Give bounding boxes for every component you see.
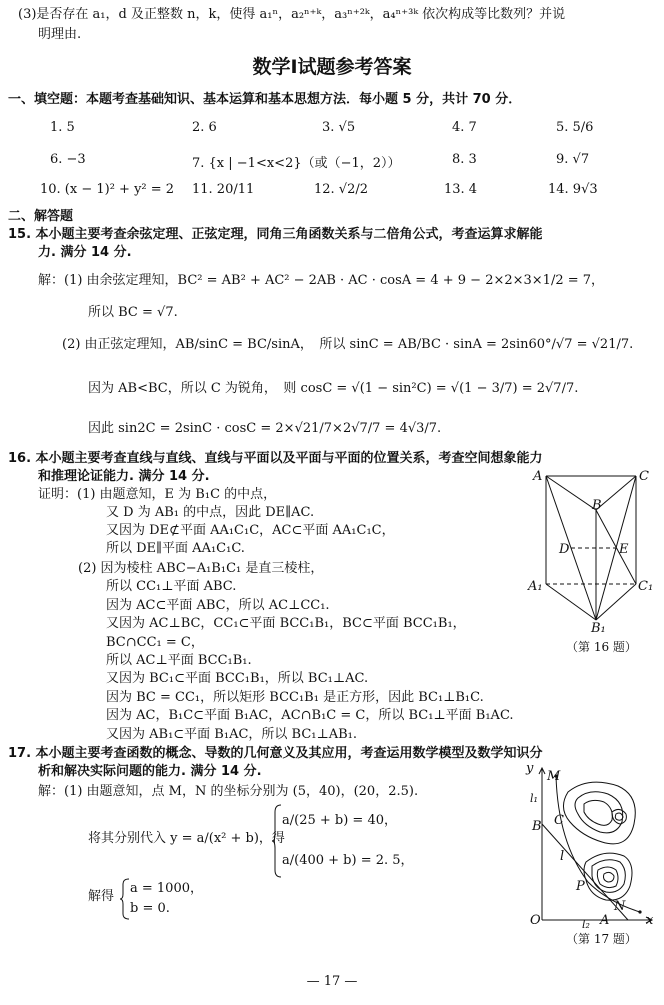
q15-line-5: 因此 sin2C = 2sinC · cosC = 2×√21/7×2√7/7 = 4√3/7. <box>88 421 442 436</box>
fill-in-header: 一、填空题：本题考查基础知识、基本运算和基本思想方法．每小题 5 分，共计 70 分． <box>8 92 522 107</box>
page-number: — 17 — <box>306 974 358 989</box>
q17-eq-2: a/(400 + b) = 2. 5， <box>282 853 414 868</box>
q16-line-11: 又因为 BC₁⊂平面 BCC₁B₁，所以 BC₁⊥AC. <box>106 671 369 686</box>
answer-11: 11. 20/11 <box>192 182 255 197</box>
answer-6: 6. −3 <box>50 152 86 167</box>
q16-line-3: 又因为 DE⊄平面 AA₁C₁C，AC⊂平面 AA₁C₁C， <box>106 523 395 538</box>
prism-label-C1: C₁ <box>638 579 654 594</box>
q17-head-2: 析和解决实际问题的能力. 满分 14 分. <box>38 764 262 779</box>
answer-7: 7. {x | −1<x<2}（或（−1，2）） <box>192 156 401 171</box>
q16-line-9: BC∩CC₁ = C， <box>106 635 204 650</box>
prism-label-E: E <box>619 542 629 557</box>
q16-line-4: 所以 DE∥平面 AA₁C₁C. <box>106 541 245 556</box>
q17-line-2: 将其分别代入 y = a/(x² + b)，得 <box>88 831 285 846</box>
q17-head-1: 17. 本小题主要考查函数的概念、导数的几何意义及其应用，考查运用数学模型及数学知识分 <box>8 746 543 761</box>
q15-head-1: 15. 本小题主要考查余弦定理、正弦定理，同角三角函数关系与二倍角公式，考查运算求解能 <box>8 227 543 242</box>
q17-eq-1: a/(25 + b) = 40， <box>282 813 397 828</box>
contour-figure <box>528 762 658 932</box>
fig17-label-B: B <box>532 819 542 834</box>
answer-10: 10. (x − 1)² + y² = 2 <box>40 182 175 197</box>
prism-label-B1: B₁ <box>591 621 606 636</box>
q17-result-b: b = 0. <box>130 901 170 916</box>
fig17-label-C: C <box>554 813 564 828</box>
fig17-label-l1: l₁ <box>530 792 538 805</box>
fig17-label-M: M <box>547 769 561 784</box>
intro-q3-line2: 明理由. <box>38 27 82 42</box>
answer-13: 13. 4 <box>444 182 478 197</box>
q16-line-8: 又因为 AC⊥BC，CC₁⊂平面 BCC₁B₁，BC⊂平面 BCC₁B₁， <box>106 616 466 631</box>
prism-label-A: A <box>533 469 543 484</box>
q15-head-2: 力. 满分 14 分. <box>38 245 132 260</box>
answer-4: 4. 7 <box>452 120 477 135</box>
fig17-label-A: A <box>600 913 610 928</box>
q16-line-12: 因为 BC = CC₁，所以矩形 BCC₁B₁ 是正方形，因此 BC₁⊥B₁C. <box>106 690 484 705</box>
q16-line-2: 又 D 为 AB₁ 的中点，因此 DE∥AC. <box>106 505 315 520</box>
answer-8: 8. 3 <box>452 152 477 167</box>
solve-header: 二、解答题 <box>8 209 74 224</box>
intro-q3-line1: (3)是否存在 a₁，d 及正整数 n，k，使得 a₁ⁿ，a₂ⁿ⁺ᵏ，a₃ⁿ⁺²ᵏ，a₄ⁿ⁺³ᵏ 依次构成等比数列？并说 <box>18 7 566 22</box>
answer-5: 5. 5/6 <box>556 120 594 135</box>
q17-line-1: 解：(1) 由题意知，点 M，N 的坐标分别为 (5，40)，(20，2.5). <box>38 784 419 799</box>
answer-1: 1. 5 <box>50 120 75 135</box>
q16-line-1: 证明：(1) 由题意知，E 为 B₁C 的中点， <box>38 487 277 502</box>
figure-16-caption: （第 16 题） <box>566 640 637 654</box>
prism-label-C: C <box>639 469 649 484</box>
q16-head-1: 16. 本小题主要考查直线与直线、直线与平面以及平面与平面的位置关系，考查空间想象能力 <box>8 451 543 466</box>
q16-line-7: 因为 AC⊂平面 ABC，所以 AC⊥CC₁. <box>106 598 330 613</box>
fig17-label-P: P <box>576 879 585 894</box>
fig17-label-l: l <box>560 849 565 864</box>
system-brace-1 <box>272 804 282 878</box>
q16-line-10: 所以 AC⊥平面 BCC₁B₁. <box>106 653 252 668</box>
q15-line-3: (2) 由正弦定理知，AB/sinC = BC/sinA， 所以 sinC = AB/BC · sinA = 2sin60°/√7 = √21/7. <box>62 337 634 352</box>
q15-line-1: 解：(1) 由余弦定理知，BC² = AB² + AC² − 2AB · AC · cosA = 4 + 9 − 2×2×3×1/2 = 7， <box>38 273 605 288</box>
q15-line-4: 因为 AB<BC，所以 C 为锐角， 则 cosC = √(1 − sin²C) = √(1 − 3/7) = 2√7/7. <box>88 381 579 396</box>
fig17-label-l2: l₂ <box>582 918 590 931</box>
prism-label-B: B <box>592 498 602 513</box>
answer-9: 9. √7 <box>556 152 590 167</box>
q16-head-2: 和推理论证能力. 满分 14 分. <box>38 469 210 484</box>
q16-line-14: 又因为 AB₁⊂平面 B₁AC，所以 BC₁⊥AB₁. <box>106 727 358 742</box>
q17-result-a: a = 1000， <box>130 881 203 896</box>
answer-14: 14. 9√3 <box>548 182 598 197</box>
system-brace-2 <box>120 878 130 920</box>
q16-line-6: 所以 CC₁⊥平面 ABC. <box>106 579 237 594</box>
answer-3: 3. √5 <box>322 120 356 135</box>
q15-line-2: 所以 BC = √7. <box>88 305 178 320</box>
fig17-label-x: x <box>646 913 654 928</box>
page-title: 数学Ⅰ试题参考答案 <box>252 56 412 78</box>
figure-17-caption: （第 17 题） <box>566 932 637 946</box>
q16-line-5: (2) 因为棱柱 ABC−A₁B₁C₁ 是直三棱柱， <box>78 561 324 576</box>
q17-line-solve: 解得 <box>88 889 115 904</box>
fig17-label-N: N <box>614 899 626 914</box>
answer-12: 12. √2/2 <box>314 182 369 197</box>
answer-2: 2. 6 <box>192 120 217 135</box>
q16-line-13: 因为 AC，B₁C⊂平面 B₁AC，AC∩B₁C = C，所以 BC₁⊥平面 B₁AC. <box>106 708 514 723</box>
prism-label-A1: A₁ <box>528 579 543 594</box>
fig17-label-y: y <box>526 761 534 776</box>
prism-label-D: D <box>559 542 570 557</box>
fig17-label-O: O <box>530 913 541 928</box>
